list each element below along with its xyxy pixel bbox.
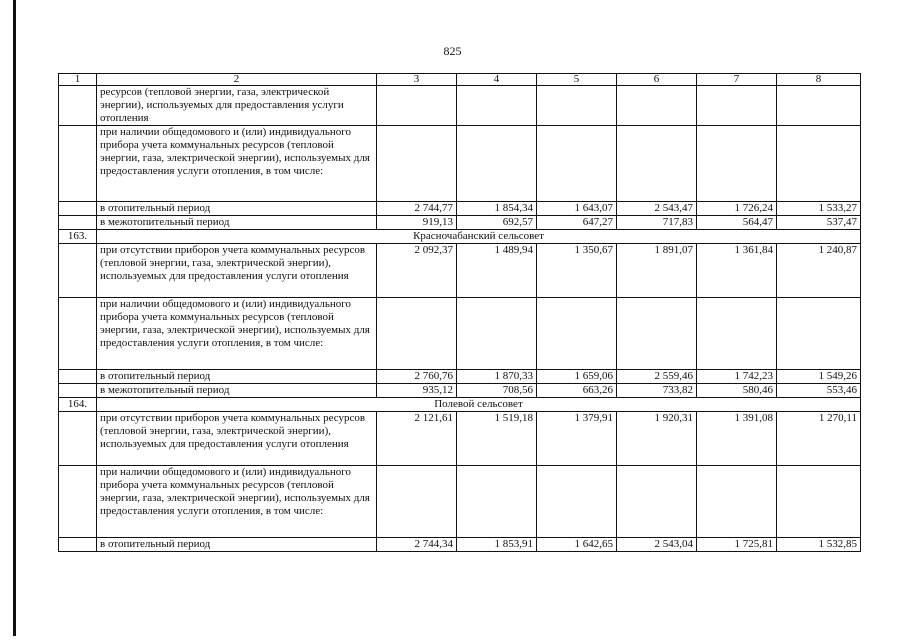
value-cell: 935,12	[377, 384, 457, 398]
value-cell: 1 642,65	[537, 538, 617, 552]
value-cell: 1 870,33	[457, 370, 537, 384]
value-cell: 1 549,26	[777, 370, 861, 384]
section-title: Красночабанский сельсовет	[97, 230, 861, 244]
table-row	[59, 202, 861, 216]
table-row	[59, 86, 861, 126]
value-cell: 1 350,67	[537, 244, 617, 298]
value-cell: 1 659,06	[537, 370, 617, 384]
value-cell: 1 391,08	[697, 412, 777, 466]
header-cell-7: 7	[697, 74, 777, 86]
value-cell: 1 891,07	[617, 244, 697, 298]
value-cell: 1 854,34	[457, 202, 537, 216]
value-cell: 1 240,87	[777, 244, 861, 298]
header-cell-1: 1	[59, 74, 97, 86]
value-cell: 692,57	[457, 216, 537, 230]
value-cell: 919,13	[377, 216, 457, 230]
heating-period-label: в отопительный период	[97, 202, 377, 216]
table-row	[59, 126, 861, 202]
meter-description: при наличии общедомового и (или) индивидуального прибора учета коммунальных ресурсов (тепловой энергии, газа, электрической энергии), используемых для предоставления услуги отопления, в том числе:	[97, 466, 377, 538]
header-cell-6: 6	[617, 74, 697, 86]
value-cell: 2 744,34	[377, 538, 457, 552]
value-cell: 1 643,07	[537, 202, 617, 216]
table-row	[59, 216, 861, 230]
section-header-row	[59, 398, 861, 412]
value-cell: 580,46	[697, 384, 777, 398]
value-cell: 1 920,31	[617, 412, 697, 466]
value-cell: 708,56	[457, 384, 537, 398]
value-cell: 1 726,24	[697, 202, 777, 216]
value-cell: 553,46	[777, 384, 861, 398]
section-number: 163.	[59, 230, 97, 244]
header-cell-2: 2	[97, 74, 377, 86]
value-cell: 733,82	[617, 384, 697, 398]
page-binding-line	[13, 0, 16, 636]
offseason-period-label: в межотопительный период	[97, 216, 377, 230]
table-row	[59, 384, 861, 398]
value-cell: 663,26	[537, 384, 617, 398]
header-cell-5: 5	[537, 74, 617, 86]
tariff-table	[58, 73, 861, 552]
meter-description: при наличии общедомового и (или) индивидуального прибора учета коммунальных ресурсов (тепловой энергии, газа, электрической энергии), используемых для предоставления услуги отопления, в том числе:	[97, 126, 377, 202]
value-cell: 1 532,85	[777, 538, 861, 552]
value-cell: 1 489,94	[457, 244, 537, 298]
section-title: Полевой сельсовет	[97, 398, 861, 412]
value-cell: 1 519,18	[457, 412, 537, 466]
section-header-row	[59, 230, 861, 244]
value-cell: 1 270,11	[777, 412, 861, 466]
continued-description: ресурсов (тепловой энергии, газа, электрической энергии), используемых для предоставления услуги отопления	[97, 86, 377, 126]
heating-period-label: в отопительный период	[97, 538, 377, 552]
header-cell-8: 8	[777, 74, 861, 86]
section-number: 164.	[59, 398, 97, 412]
header-cell-3: 3	[377, 74, 457, 86]
value-cell: 2 744,77	[377, 202, 457, 216]
value-cell: 2 760,76	[377, 370, 457, 384]
no-meter-description: при отсутствии приборов учета коммунальных ресурсов (тепловой энергии, газа, электрической энергии), используемых для предоставления услуги отопления	[97, 412, 377, 466]
value-cell: 2 559,46	[617, 370, 697, 384]
value-cell: 1 853,91	[457, 538, 537, 552]
value-cell: 1 533,27	[777, 202, 861, 216]
table-row	[59, 412, 861, 466]
value-cell: 1 725,81	[697, 538, 777, 552]
value-cell: 1 742,23	[697, 370, 777, 384]
table-row	[59, 244, 861, 298]
page-number: 825	[443, 44, 462, 58]
offseason-period-label: в межотопительный период	[97, 384, 377, 398]
table-row	[59, 538, 861, 552]
value-cell: 2 092,37	[377, 244, 457, 298]
value-cell: 717,83	[617, 216, 697, 230]
value-cell: 1 379,91	[537, 412, 617, 466]
table-row	[59, 370, 861, 384]
table-row	[59, 466, 861, 538]
heating-period-label: в отопительный период	[97, 370, 377, 384]
value-cell: 2 121,61	[377, 412, 457, 466]
header-cell-4: 4	[457, 74, 537, 86]
value-cell: 564,47	[697, 216, 777, 230]
value-cell: 537,47	[777, 216, 861, 230]
no-meter-description: при отсутствии приборов учета коммунальных ресурсов (тепловой энергии, газа, электрической энергии), используемых для предоставления услуги отопления	[97, 244, 377, 298]
table-row	[59, 298, 861, 370]
value-cell: 1 361,84	[697, 244, 777, 298]
meter-description: при наличии общедомового и (или) индивидуального прибора учета коммунальных ресурсов (тепловой энергии, газа, электрической энергии), используемых для предоставления услуги отопления, в том числе:	[97, 298, 377, 370]
value-cell: 2 543,47	[617, 202, 697, 216]
value-cell: 2 543,04	[617, 538, 697, 552]
header-row	[59, 74, 861, 86]
value-cell: 647,27	[537, 216, 617, 230]
